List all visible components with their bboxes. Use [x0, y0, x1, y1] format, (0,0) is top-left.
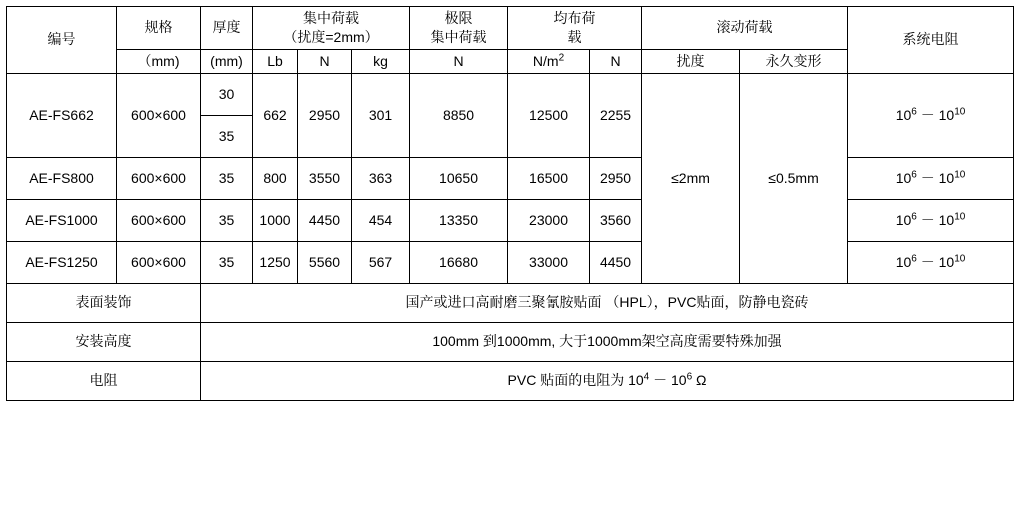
rolling-deflection-value: ≤2mm — [642, 73, 740, 283]
footer-label-resistance: 电阻 — [7, 361, 201, 400]
unit-uniform-nm2-base: N/m — [532, 52, 559, 69]
unit-uniform-nm2-exponent: 2 — [558, 52, 565, 64]
resistance-dash: － — [920, 106, 935, 123]
header-ultimate-load-line2: 集中荷载 — [430, 28, 487, 45]
resistance-base-1: 10 — [895, 253, 912, 270]
row-ultimate: 10650 — [410, 157, 508, 199]
header-ultimate-load — [410, 7, 508, 50]
resistance-base-1: 10 — [895, 106, 912, 123]
unit-thickness: (mm) — [201, 49, 253, 73]
row-kg: 301 — [352, 73, 410, 157]
row-ultimate: 16680 — [410, 241, 508, 283]
footer-value-resistance — [201, 361, 1014, 400]
unit-uniform-nm2 — [508, 49, 590, 73]
unit-rolling-permanent: 永久变形 — [740, 49, 848, 73]
row-kg: 567 — [352, 241, 410, 283]
resistance-base-1: 10 — [895, 211, 912, 228]
header-uniform-load-line2: 载 — [567, 28, 582, 45]
header-concentrated-load-line1: 集中荷载 — [303, 10, 359, 26]
resistance-exp-2: 10 — [954, 169, 966, 181]
row-spec: 600×600 — [117, 157, 201, 199]
table-row — [7, 73, 1014, 115]
row-uniform-nm2: 12500 — [508, 73, 590, 157]
header-system-resistance: 系统电阻 — [848, 7, 1014, 74]
resistance-base-2: 10 — [938, 253, 955, 270]
header-ultimate-load-line1: 极限 — [444, 10, 473, 26]
unit-spec: （mm) — [117, 49, 201, 73]
footer-value-surface: 国产或进口高耐磨三聚氰胺贴面 （HPL），PVC贴面，防静电瓷砖 — [201, 283, 1014, 322]
unit-ultimate-n: N — [410, 49, 508, 73]
footer-resistance-exp-2: 6 — [686, 371, 693, 383]
row-lb: 800 — [253, 157, 298, 199]
footer-row-surface — [7, 283, 1014, 322]
row-n: 3550 — [298, 157, 352, 199]
resistance-base-2: 10 — [938, 211, 955, 228]
footer-resistance-pre: PVC 贴面的电阻为 10 — [507, 372, 644, 389]
header-uniform-load-line1: 均布荷 — [553, 10, 596, 26]
specification-table — [6, 6, 1014, 401]
resistance-dash: － — [920, 253, 935, 270]
resistance-dash: － — [920, 169, 935, 186]
row-thickness-a: 30 — [201, 73, 253, 115]
resistance-exp-1: 6 — [911, 253, 917, 265]
header-concentrated-load — [253, 7, 410, 50]
resistance-exp-1: 6 — [911, 106, 917, 118]
row-resistance — [848, 241, 1014, 283]
row-lb: 662 — [253, 73, 298, 157]
row-resistance — [848, 199, 1014, 241]
row-kg: 363 — [352, 157, 410, 199]
row-lb: 1000 — [253, 199, 298, 241]
row-uniform-nm2: 16500 — [508, 157, 590, 199]
unit-conc-lb: Lb — [253, 49, 298, 73]
table-header-row-top — [7, 7, 1014, 50]
resistance-exp-1: 6 — [911, 169, 917, 181]
footer-resistance-post: Ω — [696, 372, 707, 389]
resistance-exp-1: 6 — [911, 211, 917, 223]
footer-value-height: 100mm 到1000mm, 大于1000mm架空高度需要特殊加强 — [201, 322, 1014, 361]
unit-conc-kg: kg — [352, 49, 410, 73]
row-n: 2950 — [298, 73, 352, 157]
row-kg: 454 — [352, 199, 410, 241]
header-thickness: 厚度 — [201, 7, 253, 50]
row-code: AE-FS1000 — [7, 199, 117, 241]
row-spec: 600×600 — [117, 199, 201, 241]
header-spec: 规格 — [117, 7, 201, 50]
header-rolling-load: 滚动荷载 — [642, 7, 848, 50]
row-uniform-n: 4450 — [590, 241, 642, 283]
footer-row-height — [7, 322, 1014, 361]
row-thickness-b: 35 — [201, 115, 253, 157]
row-n: 5560 — [298, 241, 352, 283]
footer-label-height: 安装高度 — [7, 322, 201, 361]
row-code: AE-FS662 — [7, 73, 117, 157]
row-thickness: 35 — [201, 157, 253, 199]
resistance-exp-2: 10 — [954, 106, 966, 118]
resistance-base-2: 10 — [938, 169, 955, 186]
row-code: AE-FS1250 — [7, 241, 117, 283]
row-uniform-nm2: 23000 — [508, 199, 590, 241]
row-uniform-n: 2950 — [590, 157, 642, 199]
row-thickness: 35 — [201, 199, 253, 241]
unit-uniform-n: N — [590, 49, 642, 73]
unit-rolling-deflection: 扰度 — [642, 49, 740, 73]
resistance-base-1: 10 — [895, 169, 912, 186]
row-uniform-n: 2255 — [590, 73, 642, 157]
resistance-base-2: 10 — [938, 106, 955, 123]
header-code: 编号 — [7, 7, 117, 74]
row-spec: 600×600 — [117, 73, 201, 157]
footer-resistance-exp-1: 4 — [643, 371, 650, 383]
row-resistance — [848, 157, 1014, 199]
row-lb: 1250 — [253, 241, 298, 283]
row-n: 4450 — [298, 199, 352, 241]
row-thickness: 35 — [201, 241, 253, 283]
row-resistance — [848, 73, 1014, 157]
row-ultimate: 13350 — [410, 199, 508, 241]
footer-label-surface: 表面装饰 — [7, 283, 201, 322]
row-code: AE-FS800 — [7, 157, 117, 199]
row-spec: 600×600 — [117, 241, 201, 283]
row-uniform-n: 3560 — [590, 199, 642, 241]
footer-row-resistance — [7, 361, 1014, 400]
header-uniform-load — [508, 7, 642, 50]
resistance-exp-2: 10 — [954, 211, 966, 223]
resistance-exp-2: 10 — [954, 253, 966, 265]
header-concentrated-load-line2: （扰度=2mm） — [283, 28, 379, 45]
rolling-permanent-value: ≤0.5mm — [740, 73, 848, 283]
resistance-dash: － — [920, 211, 935, 228]
unit-conc-n: N — [298, 49, 352, 73]
footer-resistance-mid: － 10 — [653, 372, 687, 389]
row-uniform-nm2: 33000 — [508, 241, 590, 283]
row-ultimate: 8850 — [410, 73, 508, 157]
